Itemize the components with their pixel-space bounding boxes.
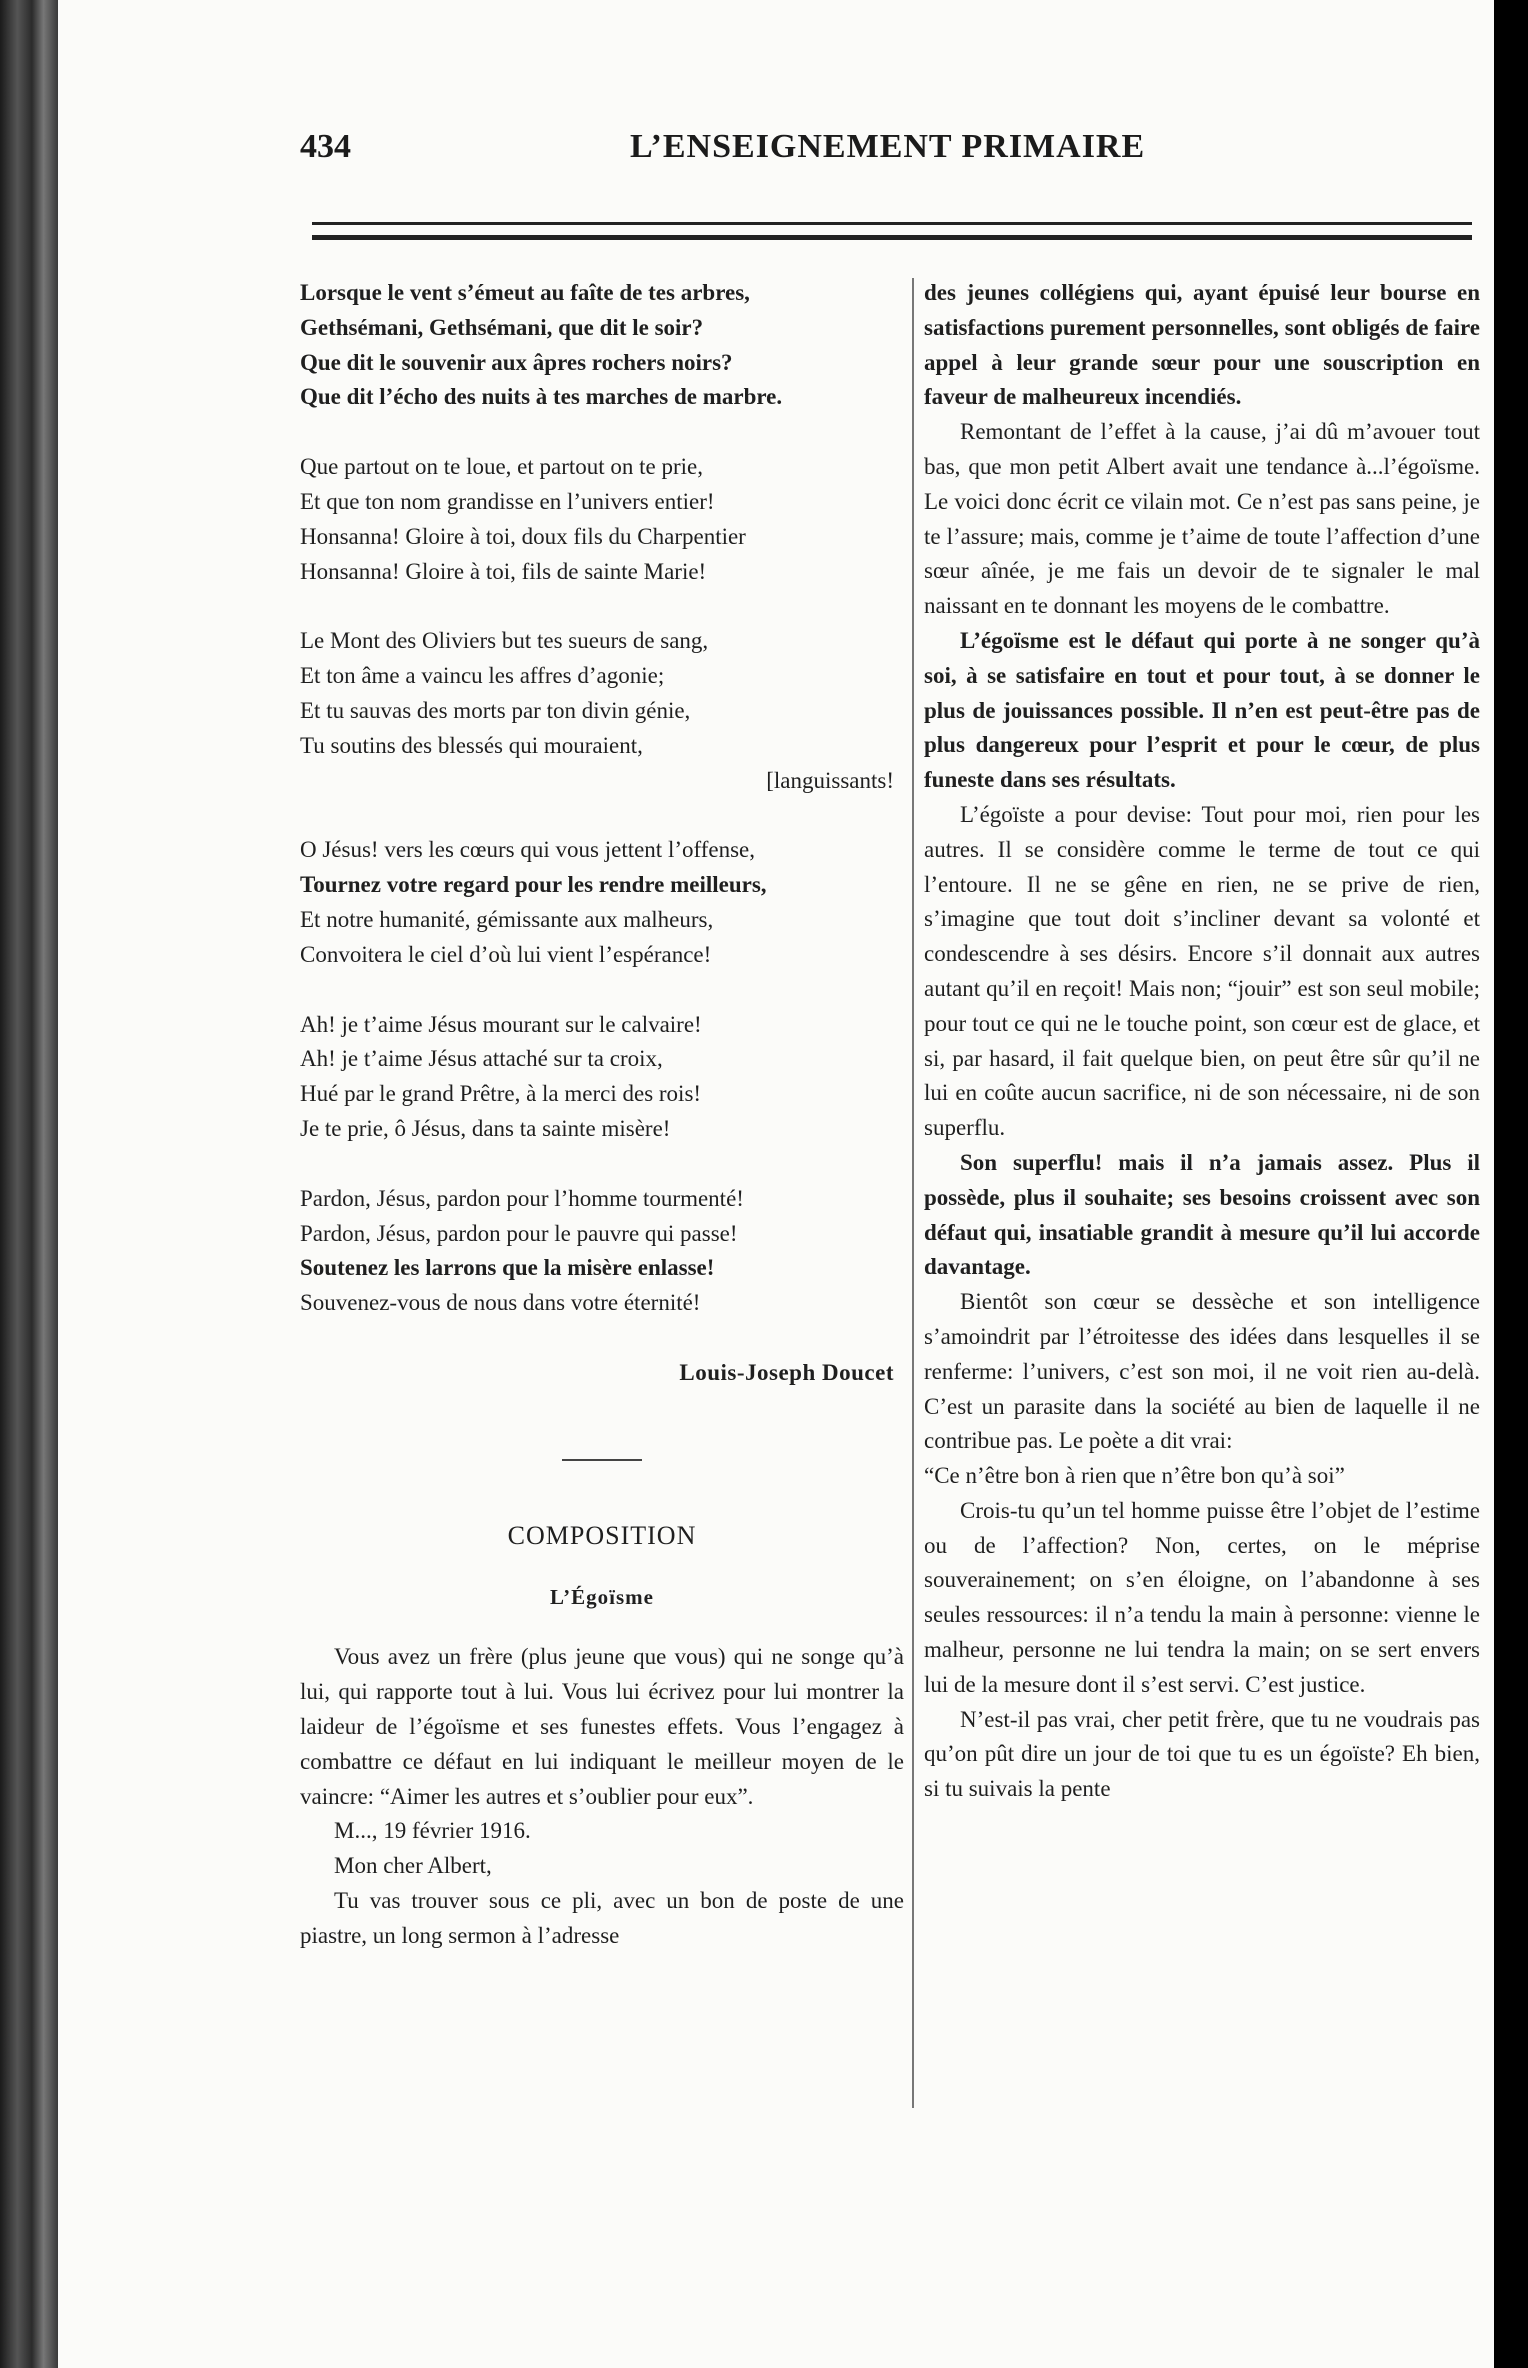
running-head [300, 128, 1490, 188]
letter-paragraph: L’égoïsme est le défaut qui porte à ne songer qu’à soi, à se satisfaire en tout et pour tout, à se donner le plus de jouissances possible. Il n’en est peut-être pas de plus dangereux pour l’esprit et pour le cœur, de plus funeste dans ses résultats. [924, 627, 1480, 793]
right-column [924, 276, 1480, 1807]
poem-stanza [300, 833, 904, 972]
poem-line: Ah! je t’aime Jésus attaché sur ta croix, [300, 1046, 663, 1072]
letter-paragraph: Son superflu! mais il n’a jamais assez. Plus il possède, plus il souhaite; ses besoins croissent avec son défaut qui, insatiable grandit à mesure qu’il lui accorde davantage. [924, 1149, 1480, 1280]
poem-line: Soutenez les larrons que la misère enlasse! [300, 1255, 715, 1281]
poem-line: Et tu sauvas des morts par ton divin génie, [300, 697, 691, 723]
letter-salutation: Mon cher Albert, [334, 1853, 492, 1879]
left-column [300, 276, 904, 1953]
letter-paragraph: Tu vas trouver sous ce pli, avec un bon de poste de une piastre, un long sermon à l’adresse [300, 1887, 904, 1948]
poem-line: Je te prie, ô Jésus, dans ta sainte misère! [300, 1115, 671, 1141]
poem-line: Tournez votre regard pour les rendre meilleurs, [300, 872, 767, 898]
page-number: 434 [300, 128, 351, 165]
poem-stanza [300, 624, 904, 798]
poem-line: Que partout on te loue, et partout on te prie, [300, 454, 704, 480]
poem-line: Honsanna! Gloire à toi, doux fils du Charpentier [300, 523, 746, 549]
poem-stanza [300, 450, 904, 589]
poem-line: Que dit l’écho des nuits à tes marches de marbre. [300, 384, 783, 410]
poem-line: Et que ton nom grandisse en l’univers entier! [300, 488, 715, 514]
letter-dateline: M..., 19 février 1916. [334, 1818, 531, 1844]
poem-line: Lorsque le vent s’émeut au faîte de tes arbres, [300, 280, 750, 305]
page-outer-margin [1494, 0, 1528, 2368]
header-double-rule [312, 222, 1472, 240]
poem-line: Le Mont des Oliviers but tes sueurs de sang, [300, 628, 709, 654]
assignment-paragraph: Vous avez un frère (plus jeune que vous) qui ne songe qu’à lui, qui rapporte tout à lui. Vous lui écrivez pour lui montrer la laideur de l’égoïsme et ses funestes effets. Vous l’engagez à combattre ce défaut en lui indiquant le meilleur moyen de le vaincre: “Aimer les autres et s’oublier pour eux”. [300, 1644, 904, 1809]
poem-stanza [300, 276, 904, 415]
section-divider [562, 1459, 642, 1461]
poem-line: Tu soutins des blessés qui mouraient, [300, 732, 643, 758]
poem-line: Gethsémani, Gethsémani, que dit le soir? [300, 314, 704, 340]
letter-paragraph: L’égoïste a pour devise: Tout pour moi, rien pour les autres. Il se considère comme le terme de tout ce qui l’entoure. Il ne se gêne en rien, ne se prive de rien, s’imagine que tout doit s’incliner devant sa volonté et condescendre à ses désirs. Encore s’il donnait aux autres autant qu’il en reçoit! Mais non; “jouir” est son seul mobile; pour tout ce qui ne le touche point, son cœur est de glace, et si, par hasard, il fait quelque bien, on peut être sûr qu’il ne lui en coûte aucun sacrifice, ni de son nécessaire, ni de son superflu. [924, 801, 1480, 1141]
letter-paragraph: des jeunes collégiens qui, ayant épuisé leur bourse en satisfactions purement personnelles, sont obligés de faire appel à leur grande sœur pour une souscription en faveur de malheureux incendiés. [924, 280, 1480, 410]
letter-paragraph: Bientôt son cœur se dessèche et son intelligence s’amoindrit par l’étroitesse des idées dans lesquelles il se renferme: l’univers, c’est son moi, il ne voit rien au-delà. C’est un parasite dans la société au bien de laquelle il ne contribue pas. Le poète a dit vrai: [924, 1289, 1480, 1454]
letter-paragraph: Remontant de l’effet à la cause, j’ai dû m’avouer tout bas, que mon petit Albert avait une tendance à...l’égoïsme. Le voici donc écrit ce vilain mot. Ce n’est pas sans peine, je te l’assure; mais, comme je t’aime de toute l’affection d’une sœur aînée, je me fais un devoir de te signaler le mal naissant en te donnant les moyens de le combattre. [924, 419, 1480, 619]
poem-line: O Jésus! vers les cœurs qui vous jettent l’offense, [300, 837, 756, 863]
poem-stanza [300, 1182, 904, 1321]
poem-stanza [300, 1008, 904, 1147]
letter-paragraph: N’est-il pas vrai, cher petit frère, que tu ne voudrais pas qu’on pût dire un jour de toi que tu es un égoïste? Eh bien, si tu suivais la pente [924, 1706, 1480, 1802]
section-heading: COMPOSITION [507, 1520, 697, 1550]
poem-line: Honsanna! Gloire à toi, fils de sainte Marie! [300, 558, 707, 584]
composition-body [300, 1640, 904, 1953]
poem-line: Pardon, Jésus, pardon pour l’homme tourmenté! [300, 1185, 744, 1211]
poem-line: Souvenez-vous de nous dans votre éternité! [300, 1290, 701, 1316]
column-divider [912, 278, 914, 2108]
poem-signature: Louis-Joseph Doucet [679, 1359, 894, 1385]
poem-line: Que dit le souvenir aux âpres rochers noirs? [300, 349, 733, 375]
poem-line: Et notre humanité, gémissante aux malheurs, [300, 906, 714, 932]
poem-line: Et ton âme a vaincu les affres d’agonie; [300, 663, 665, 689]
poem-line: Pardon, Jésus, pardon pour le pauvre qui passe! [300, 1220, 738, 1246]
letter-paragraph: Crois-tu qu’un tel homme puisse être l’objet de l’estime ou de l’affection? Non, certes, on le méprise souverainement; on s’en éloigne, on l’abandonne à ses seules ressources: il n’a tendu la main à personne: vienne le malheur, personne ne lui tendra la main; on se sert envers lui de la mesure dont il s’est servi. C’est justice. [924, 1497, 1480, 1697]
poem-line: Ah! je t’aime Jésus mourant sur le calvaire! [300, 1011, 702, 1037]
poem-line: Hué par le grand Prêtre, à la merci des rois! [300, 1081, 702, 1107]
poem-line: Convoitera le ciel d’où lui vient l’espérance! [300, 941, 712, 967]
journal-title: L’ENSEIGNEMENT PRIMAIRE [630, 128, 1146, 165]
letter-quotation: “Ce n’être bon à rien que n’être bon qu’à soi” [924, 1463, 1345, 1489]
poem-runover: [languissants! [766, 767, 894, 793]
book-binding-edge [0, 0, 58, 2368]
composition-subheading: L’Égoïsme [550, 1584, 654, 1609]
